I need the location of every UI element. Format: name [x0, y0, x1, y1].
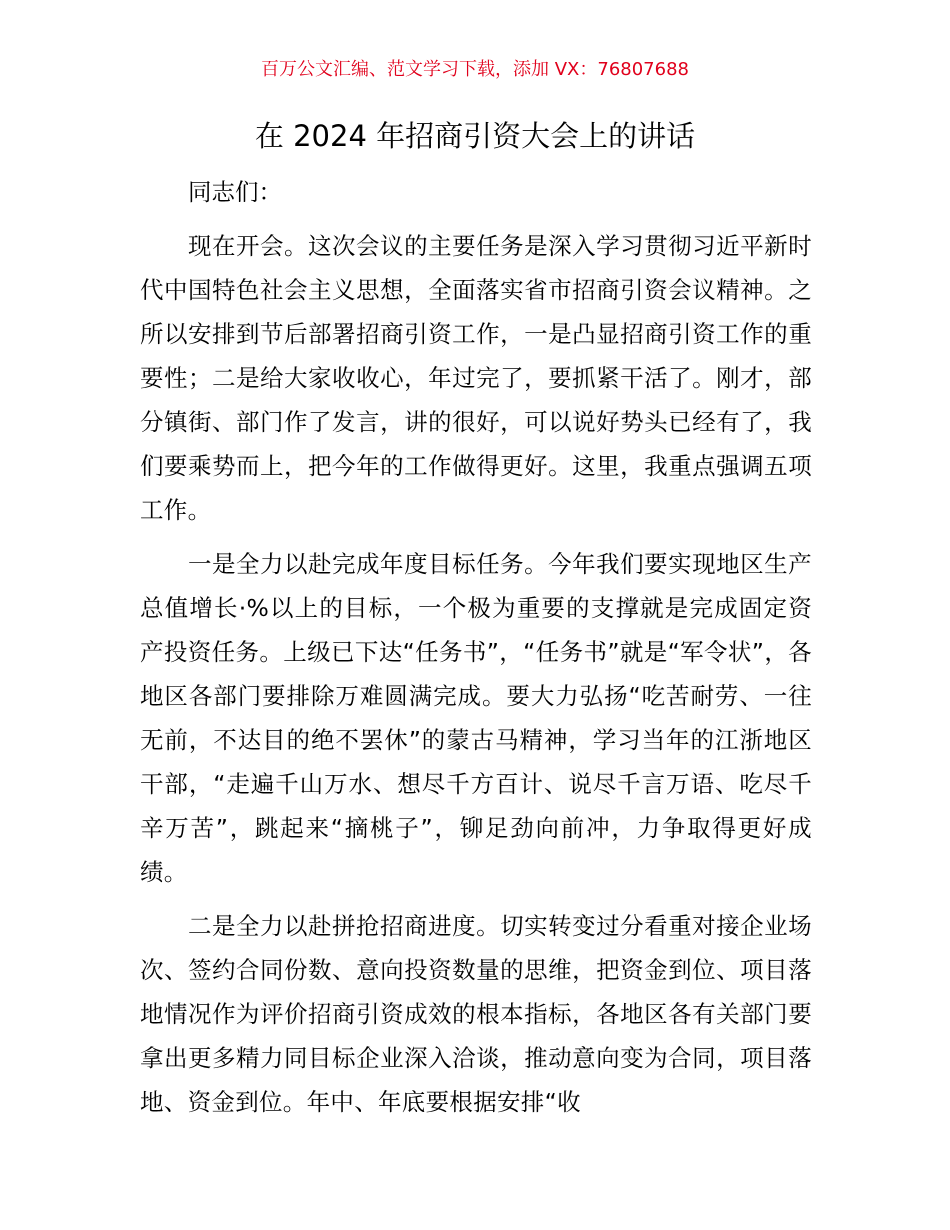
paragraph-gap [140, 894, 812, 904]
paragraph-3: 二是全力以赴拼抢招商进度。切实转变过分看重对接企业场次、签约合同份数、意向投资数量的思维，把资金到位、项目落地情况作为评价招商引资成效的根本指标，各地区各有关部门要拿出更多精力同目标企业深入洽谈，推动意向变为合同，项目落地、资金到位。年中、年底要根据安排“收 [140, 912, 812, 1116]
header-watermark: 百万公文汇编、范文学习下载，添加 VX：76807688 [261, 59, 689, 80]
paragraph-1: 现在开会。这次会议的主要任务是深入学习贯彻习近平新时代中国特色社会主义思想，全面落实省市招商引资会议精神。之所以安排到节后部署招商引资工作，一是凸显招商引资工作的重要性；二是给大家收收心，年过完了，要抓紧干活了。刚才，部分镇街、部门作了发言，讲的很好，可以说好势头已经有了，我们要乘势而上，把今年的工作做得更好。这里，我重点强调五项工作。 [140, 232, 812, 524]
paragraph-gap [140, 532, 812, 542]
paragraph-2: 一是全力以赴完成年度目标任务。今年我们要实现地区生产总值增长·%以上的目标，一个极为重要的支撑就是完成固定资产投资任务。上级已下达“任务书”，“任务书”就是“军令状”，各地区各部门要排除万难圆满完成。要大力弘扬“吃苦耐劳、一往无前，不达目的绝不罢休”的蒙古马精神，学习当年的江浙地区干部，“走遍千山万水、想尽千方百计、说尽千言万语、吃尽千辛万苦”，跳起来“摘桃子”，铆足劲向前冲，力争取得更好成绩。 [140, 550, 812, 886]
paragraph-gap [140, 214, 812, 224]
greeting: 同志们： [188, 178, 282, 206]
document-body [140, 170, 812, 1124]
document-title: 在 2024 年招商引资大会上的讲话 [254, 119, 696, 153]
